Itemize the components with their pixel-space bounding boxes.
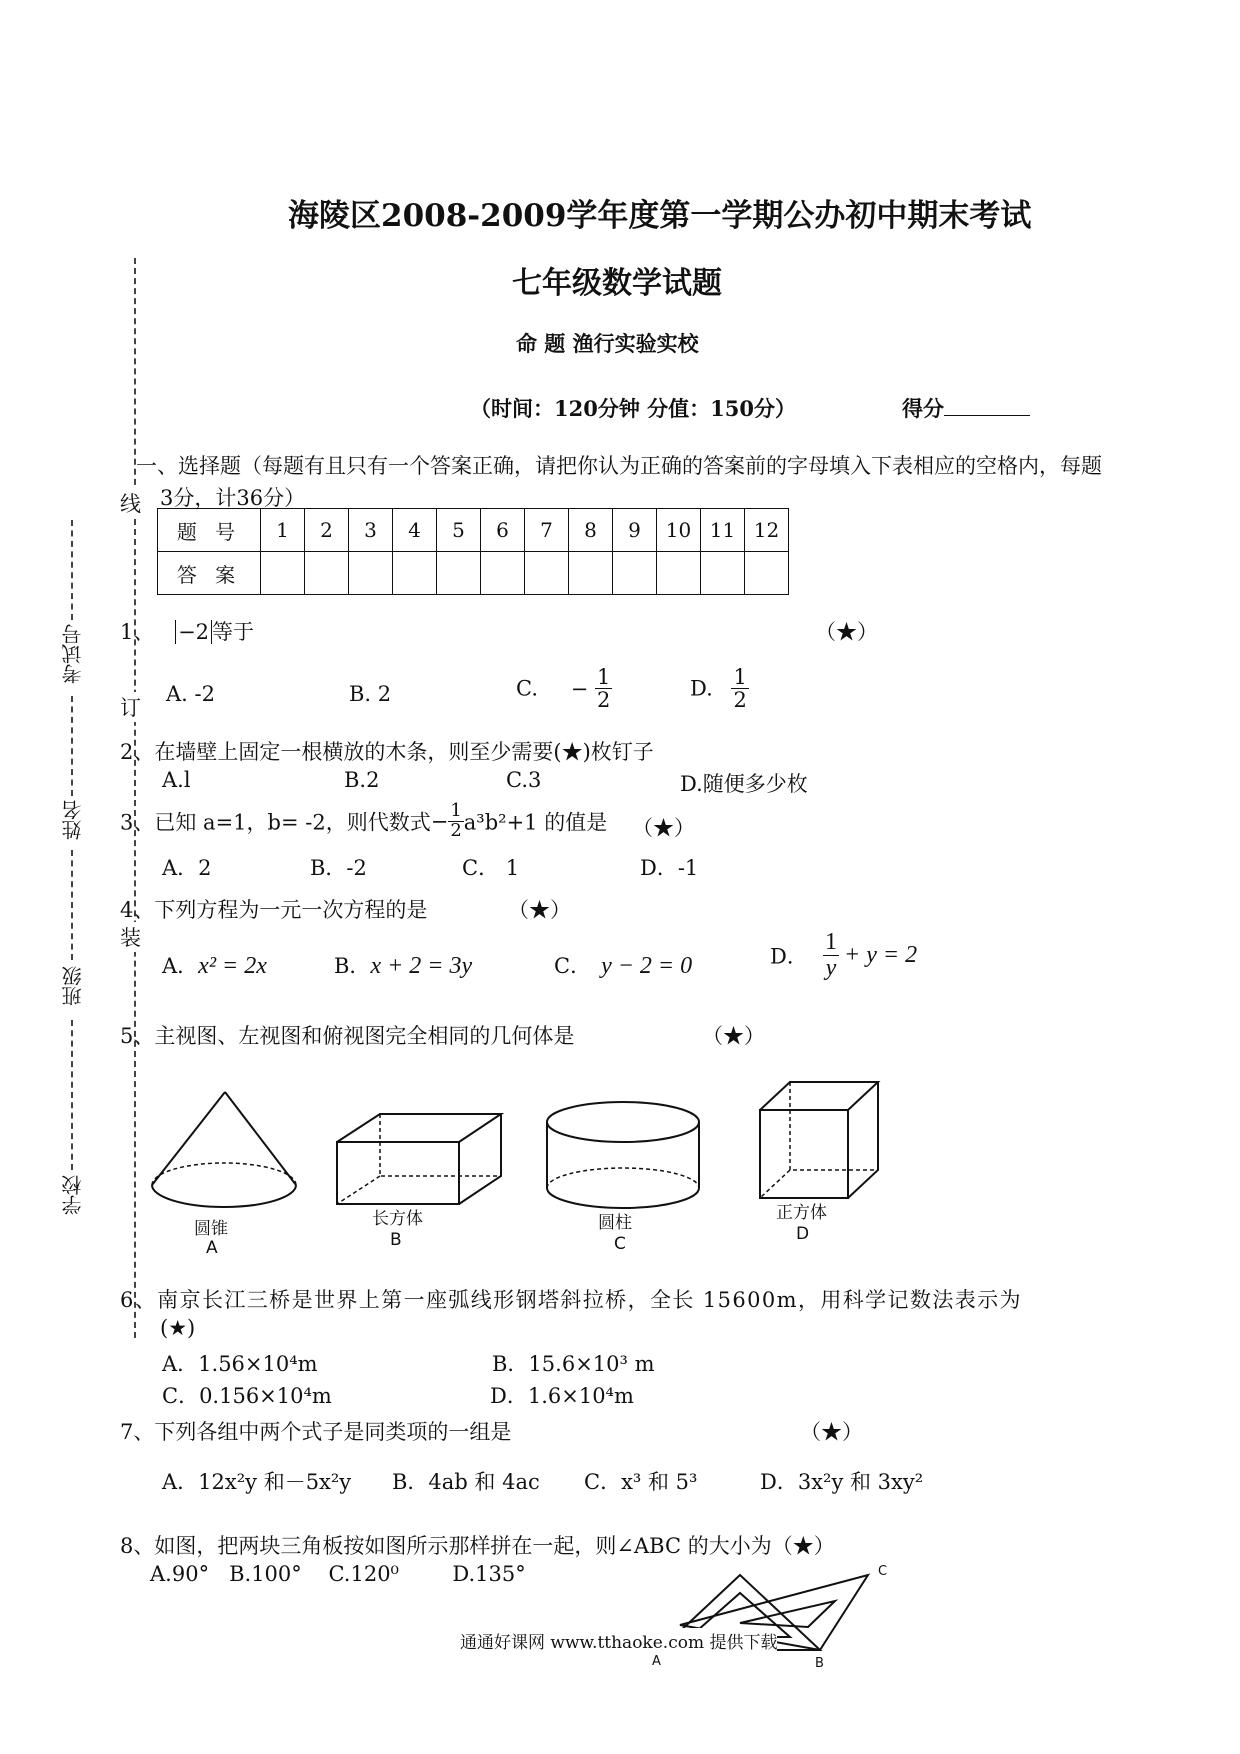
q4-option-a	[162, 950, 267, 980]
q4-option-a-expr: x² = 2x	[198, 953, 267, 979]
answer-table-row2-head: 答 案	[158, 552, 261, 595]
answer-table-row1-head: 题 号	[158, 509, 261, 552]
score-label: 得分	[902, 396, 944, 421]
q1-option-d-label: D.	[690, 676, 713, 701]
q8-options: A.90° B.100° C.120⁰ D.135°	[150, 1562, 526, 1586]
name-label: 姓名	[61, 800, 85, 840]
answer-table-number: 8	[569, 509, 613, 552]
q2-option-b: B.2	[344, 768, 380, 792]
answer-table-number-row	[158, 509, 789, 552]
q4-option-d	[770, 930, 917, 981]
section1-heading: 一、选择题（每题有且只有一个答案正确，请把你认为正确的答案前的字母填入下表相应的空格内，每题	[136, 454, 1102, 478]
binding-char-bind: 装	[120, 922, 141, 952]
q1-option-c-sign: −	[570, 676, 589, 701]
fraction-denominator: y	[825, 955, 837, 982]
answer-cell[interactable]	[613, 552, 657, 595]
q4-option-c-label: C．	[554, 954, 592, 978]
school-label: 学校	[61, 1175, 85, 1215]
q1-text: 等于	[212, 620, 255, 644]
q6-option-d: D．1.6×10⁴m	[490, 1384, 634, 1408]
q4-option-b-expr: x + 2 = 3y	[370, 953, 473, 979]
answer-table-number: 3	[349, 509, 393, 552]
author-line: 命 题 渔行实验实校	[516, 331, 699, 356]
q6-option-b: B．15.6×10³ m	[492, 1352, 655, 1376]
q4-text: 下列方程为一元一次方程的是	[154, 898, 428, 922]
class-line	[71, 850, 73, 960]
q6-option-c: C．0.156×10⁴m	[162, 1384, 332, 1408]
answer-table-answer-row	[158, 552, 789, 595]
answer-cell[interactable]	[481, 552, 525, 595]
q7-option-a: A．12x²y 和－5x²y	[162, 1470, 352, 1494]
answer-cell[interactable]	[261, 552, 305, 595]
q7-option-c: C．x³ 和 5³	[584, 1470, 698, 1494]
answer-table-number: 6	[481, 509, 525, 552]
fraction-numerator: 1	[596, 665, 611, 689]
cube-letter: D	[796, 1224, 810, 1244]
answer-cell[interactable]	[437, 552, 481, 595]
q4-star: （★）	[508, 898, 571, 922]
answer-cell[interactable]	[657, 552, 701, 595]
footer-text: 通通好课网 www.tthaoke.com 提供下载	[460, 1628, 777, 1653]
q7-text: 下列各组中两个式子是同类项的一组是	[154, 1420, 512, 1444]
q1-option-a: A. -2	[166, 682, 215, 706]
q8-number: 8、	[120, 1534, 155, 1558]
exam-no-label: 考试号	[61, 624, 85, 684]
q4-option-b-label: B．	[334, 954, 371, 978]
answer-cell[interactable]	[701, 552, 745, 595]
class-label: 班级	[61, 966, 85, 1006]
q6-stem	[120, 1284, 1022, 1314]
fraction-numerator: 1	[824, 929, 837, 955]
answer-cell[interactable]	[393, 552, 437, 595]
q4-option-d-label: D．	[770, 944, 808, 969]
answer-table	[157, 508, 789, 595]
q3-option-d: D．-1	[640, 856, 699, 880]
q8-text: 如图，把两块三角板按如图所示那样拼在一起，则∠ABC 的大小为（★）	[154, 1534, 835, 1558]
cone-name: 圆锥	[194, 1219, 228, 1239]
fraction-numerator: 1	[733, 665, 747, 689]
fraction-numerator: 1	[450, 800, 462, 821]
exam-title: 海陵区2008-2009学年度第一学期公办初中期末考试	[288, 198, 1032, 234]
fraction-denominator: 2	[733, 688, 747, 713]
q7-number: 7、	[120, 1420, 155, 1444]
q4-number: 4、	[120, 898, 155, 922]
cone-letter: A	[206, 1238, 218, 1258]
q1-option-d-fraction	[731, 666, 748, 711]
q5-number: 5、	[120, 1024, 155, 1048]
q7-option-b: B．4ab 和 4ac	[392, 1470, 540, 1494]
q3-option-c: C． 1	[462, 856, 520, 880]
cube-name: 正方体	[776, 1203, 827, 1223]
answer-cell[interactable]	[349, 552, 393, 595]
q6-option-a: A．1.56×10⁴m	[162, 1352, 318, 1376]
cuboid-letter: B	[390, 1230, 402, 1250]
q1-option-c-fraction	[595, 666, 612, 711]
paper-subtitle: 七年级数学试题	[512, 266, 722, 301]
q6-star: (★)	[160, 1316, 196, 1340]
q4-option-d-rest: + y = 2	[844, 942, 918, 969]
q8-stem	[120, 1530, 835, 1560]
name-line	[71, 696, 73, 796]
q6-number: 6、	[120, 1288, 158, 1312]
school-line	[71, 1020, 73, 1170]
score-blank	[944, 395, 1030, 416]
cuboid-figure	[335, 1110, 505, 1210]
q2-text: 在墙壁上固定一根横放的木条，则至少需要(★)枚钉子	[154, 740, 654, 764]
answer-table-number: 7	[525, 509, 569, 552]
q3-option-b: B．-2	[310, 856, 367, 880]
q4-option-a-label: A．	[162, 954, 199, 978]
fraction-denominator: 2	[596, 688, 611, 713]
answer-table-number: 1	[261, 509, 305, 552]
cuboid-name: 长方体	[372, 1209, 423, 1229]
cone-figure	[150, 1090, 310, 1210]
q7-option-d: D．3x²y 和 3xy²	[760, 1470, 924, 1494]
q5-stem	[120, 1020, 574, 1050]
q8-label-a: A	[652, 1654, 661, 1669]
q1-option-c-label: C.	[516, 676, 538, 701]
answer-table-number: 12	[745, 509, 789, 552]
q2-number: 2、	[120, 740, 155, 764]
answer-cell[interactable]	[569, 552, 613, 595]
q4-option-c	[554, 950, 692, 980]
q6-text: 南京长江三桥是世界上第一座弧线形钢塔斜拉桥，全长 15600m，用科学记数法表示为	[157, 1288, 1022, 1312]
answer-table-number: 5	[437, 509, 481, 552]
binding-dashed-line	[134, 258, 136, 1338]
q4-option-b	[334, 950, 472, 980]
cube-figure	[758, 1080, 888, 1202]
answer-cell[interactable]	[745, 552, 789, 595]
q5-text: 主视图、左视图和俯视图完全相同的几何体是	[154, 1024, 575, 1048]
q1-number: 1、	[120, 620, 155, 644]
q3-number: 3、	[120, 810, 155, 835]
q8-label-c: C	[878, 1564, 888, 1579]
q4-option-d-fraction	[823, 930, 839, 981]
cylinder-letter: C	[614, 1234, 626, 1254]
answer-cell[interactable]	[305, 552, 349, 595]
q3-text-b: a³b²+1 的值是	[463, 810, 608, 835]
q3-minus: −	[430, 809, 449, 834]
q7-star: （★）	[800, 1420, 863, 1444]
q4-stem	[120, 894, 427, 924]
answer-table-number: 2	[305, 509, 349, 552]
binding-char-line: 线	[120, 488, 141, 518]
q2-stem	[120, 736, 654, 766]
q1-option-d	[690, 666, 749, 711]
cylinder-figure	[545, 1100, 705, 1210]
q3-stem	[120, 802, 607, 841]
answer-table-number: 11	[701, 509, 745, 552]
q3-option-a: A．2	[162, 856, 212, 880]
q3-star: （★）	[632, 816, 695, 840]
q1-star: （★）	[815, 620, 878, 644]
q1-option-b: B. 2	[349, 682, 392, 706]
exam-no-line	[71, 520, 73, 620]
fraction-denominator: 2	[450, 819, 462, 841]
q2-option-a: A.l	[162, 768, 191, 792]
q8-label-b: B	[815, 1656, 824, 1671]
set-squares-figure	[640, 1565, 880, 1675]
q7-stem	[120, 1416, 511, 1446]
q3-fraction	[448, 802, 463, 841]
q4-option-c-expr: y − 2 = 0	[601, 953, 693, 979]
q3-text-a: 已知 a=1，b= -2，则代数式	[154, 810, 431, 835]
score-field	[902, 393, 1030, 423]
q5-star: （★）	[702, 1024, 765, 1048]
cylinder-name: 圆柱	[598, 1213, 632, 1233]
answer-table-number: 4	[393, 509, 437, 552]
binding-char-order: 订	[120, 692, 141, 722]
answer-table-number: 10	[657, 509, 701, 552]
section1-heading-2: 3分，计36分）	[160, 486, 306, 510]
q2-option-d: D.随便多少枚	[680, 772, 808, 796]
q2-option-c: C.3	[506, 768, 542, 792]
q1-option-c	[516, 666, 612, 711]
answer-cell[interactable]	[525, 552, 569, 595]
q1-stem	[120, 616, 254, 646]
q1-absolute-value: −2	[175, 620, 212, 644]
answer-table-number: 9	[613, 509, 657, 552]
time-score-line: （时间：120分钟 分值：150分）	[470, 396, 796, 421]
